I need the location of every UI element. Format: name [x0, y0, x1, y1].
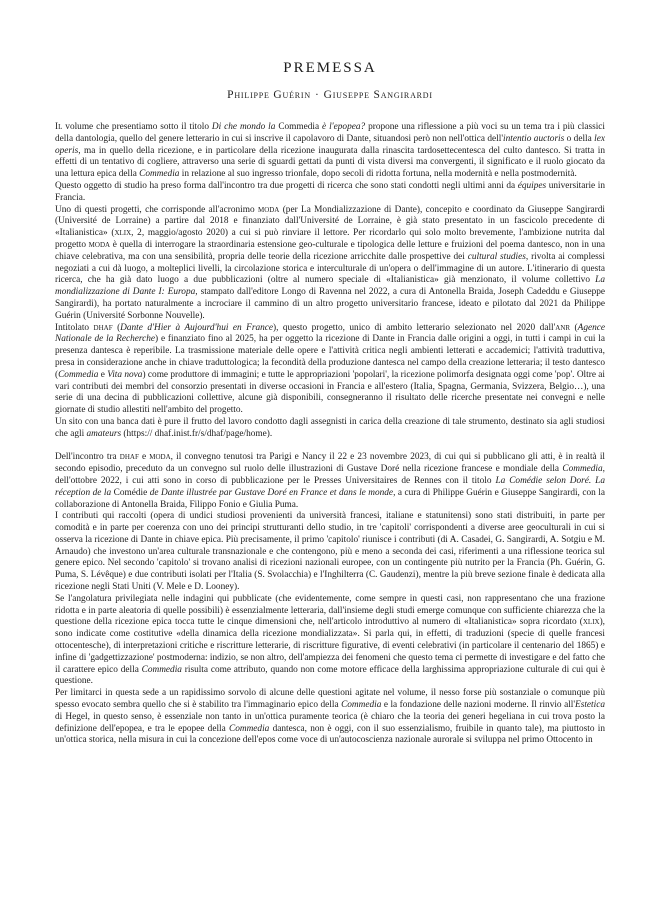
text-run: ( — [112, 322, 121, 333]
text-run: , 2, maggio/agosto 2020) a cui si può rinviare il lettore. Per ricordarlo qui solo molto brevemente, l'ambizione nutrita dal progetto — [55, 228, 605, 250]
text-run: moda — [88, 239, 111, 250]
paragraph — [55, 688, 605, 747]
section-gap — [55, 441, 605, 453]
authors-line — [55, 88, 605, 102]
text-run: de Dante illustrée par Gustave Doré en France et dans le monde — [147, 487, 394, 498]
paragraph — [55, 181, 605, 205]
text-run: lex operis — [55, 133, 605, 156]
text-run: Il — [55, 122, 63, 132]
text-run: moda — [149, 452, 171, 463]
text-run: amateurs — [86, 428, 122, 439]
text-run: (https:// dhaf.inist.fr/s/dhaf/page/home). — [121, 428, 273, 439]
text-run: Dante d'Hier à Aujourd'hui en France — [120, 322, 273, 333]
text-run: Commedia — [139, 169, 180, 180]
paragraph — [55, 594, 605, 688]
paragraph — [55, 417, 605, 441]
text-run: universitarie in Francia. — [55, 180, 605, 203]
text-run: La mondializzazione di Dante I: Europa — [55, 275, 605, 298]
text-run: I contributi qui raccolti (opera di undici studiosi provenienti da università francesi, italiane e statunitensi) sono stati distribuiti, in parte per comodità e in parte per coerenza con uno dei principi strutturanti dello studio, in tre 'capitoli' corrispondenti a diverse aree geoculturali in cui si osserva la ricezione di Dante in chiave epica. Più precisamente, il primo 'capitolo' riunisce i contributi (di A. Casadei, G. Sangirardi, A. Sotgiu e M. Arnaudo) che investono un'area culturale transnazionale e che contengono, più e meno a seconda dei casi, riferimenti a una riflessione teorica sul genere epico. Nel secondo 'capitolo' si trovano analisi di ricezioni nazionali europee, con un contingente più nutrito per la Francia (Ph. Guérin, G. Puma, S. Lévêque) e due contributi isolati per l'Italia (S. Svolacchia) e l'Inghilterra (C. Gaudenzi), mentre la più breve sezione finale è dedicata alla ricezione negli Stati Uniti (V. Mele e D. Looney). — [55, 511, 605, 593]
paragraph — [55, 452, 605, 511]
author-separator: · — [314, 89, 320, 101]
text-run: Un sito con una banca dati è pure il frutto del lavoro condotto dagli assegnisti in carica della creazione di tale strumento, destinato sia agli studiosi che agli — [55, 416, 605, 439]
text-run: ), questo progetto, unico di ambito letterario selezionato nel 2020 dall' — [273, 322, 556, 333]
text-run: volume che presentiamo sotto il titolo — [62, 122, 212, 132]
text-body — [55, 122, 605, 747]
paragraph — [55, 511, 605, 594]
text-run: Dell'incontro tra — [55, 452, 120, 463]
text-run: e la fondazione delle nazioni moderne. Il rinvio all' — [381, 700, 576, 711]
text-run: Intitolato — [55, 322, 94, 333]
text-run: risulta come attributo, quando non come motore efficace della larghissima appropriazione culturale di cui qui è questione. — [55, 664, 605, 687]
text-run: Comédie — [113, 487, 148, 498]
text-run: , il convegno tenutosi tra Parigi e Nancy il 22 e 23 novembre 2023, di cui qui si pubblicano gli atti, è in realtà il secondo episodio, preceduto da un convegno sul ruolo delle illustrazioni di Gustave Doré nella ricezione francese e mondiale della — [55, 452, 605, 475]
text-run: o della — [564, 133, 595, 144]
text-run: Questo oggetto di studio ha preso forma dall'incontro tra due progetti di ricerca che sono stati condotti negli ultimi anni da — [55, 180, 518, 191]
text-run: Estetica — [575, 700, 605, 711]
paragraph — [55, 323, 605, 417]
text-run: Commedia — [229, 723, 270, 734]
text-run: è quella di interrogare la straordinaria estensione geo-culturale e tipologica delle letture e fruizioni del poema dantesco, non in una chiave celebrativa, ma con una sensibilità, propria delle teorie della ricezione arricchite dalle prospettive dei — [55, 239, 605, 262]
text-run: Vita nova — [107, 369, 143, 380]
text-run: xlix — [114, 228, 132, 239]
text-run: Commedia — [341, 700, 382, 711]
text-run: dhaf — [93, 322, 113, 333]
text-run: xlix — [582, 617, 600, 628]
text-run: è l'epopea? — [319, 122, 366, 132]
text-run: Commedia — [141, 664, 182, 675]
text-run: anr — [555, 322, 571, 333]
text-run: (per La Mondializzazione di Dante), concepito e coordinato da Giuseppe Sangirardi (Université de Lorraine) a partire dal 2018 e finanziato dall'Université de Lorraine, è già stato presentato in un fascicolo precedente di «Italianistica» ( — [55, 204, 605, 239]
paragraph — [55, 205, 605, 323]
text-run: dantesca, non è oggi, con il suo essenzialismo, fruibile in quanto tale), ma piuttosto in un'ottica storica, nella misura in cui la concezione dell'epos come voce di un'autocoscienza nazionale aurorale si sviluppa nel primo Ottocento in — [55, 723, 606, 746]
text-run: , stampato dall'editore Longo di Ravenna nel 2022, a cura di Antonella Braida, Joseph Cadeddu e Giuseppe Sangirardi), ha portato naturalmente a incrociare il cammino di un altro progetto universitario francese, ideato e pilotato dal 2021 da Philippe Guérin (Université Sorbonne Nouvelle). — [55, 287, 605, 321]
text-run: , a cura di Philippe Guérin e Giuseppe Sangirardi, con la collaborazione di Antonella Braida, Filippo Fonio e Giulia Puma. — [55, 487, 606, 510]
text-run: e — [138, 452, 150, 463]
text-run: équipes — [517, 180, 547, 191]
text-run: ), sono indicate come costitutive «della dinamica della ricezione mondializzata». Si parla qui, in effetti, di traduzioni (specie di quelle francesi ottocentesche), di interpretazioni critiche e riscritture letterarie, di riscritture figurative, di eventi celebrativi (in particolare il centenario del 1865) e infine di 'gadgettizzazione' postmoderna: indizio, se non altro, dell'ampiezza dei fenomeni che questo tema ci permette di investigare e del fatto che il carattere epico della — [55, 617, 605, 675]
text-run: , ma in quello della ricezione, e in particolare della ricezione inaugurata dalla rinascita tardosettecentesca del culto dantesco. Si tratta in effetti di un tentativo di cogliere, attraverso una serie di sguardi gettati da punti di vista diversi ma convergenti, il significato e il ruolo giocato da una lettura epica della — [55, 145, 605, 180]
author-second: Giuseppe Sangirardi — [323, 89, 433, 101]
paragraph — [55, 122, 605, 181]
text-run: moda — [257, 204, 280, 215]
text-run: Di che mondo la — [211, 122, 279, 132]
text-run: propone una riflessione a più voci su un tema tra i più classici della dantologia, quello del genere letterario in cui si inscrive il capolavoro di Dante, situandosi però non nell'ottica dell' — [55, 122, 605, 144]
text-run: intentio auctoris — [503, 133, 565, 144]
text-run: , dell'ottobre 2022, i cui atti sono in corso di pubblicazione per le Presses Universitaires de Rennes con il titolo — [55, 464, 605, 486]
text-run: ( — [570, 322, 578, 333]
text-run: ) come produttore di immagini; e tutte le appropriazioni 'popolari', la ricezione polimorfa designata oggi come 'pop'. Oltre ai vari contributi dei membri del consorzio presentati in diverse occasioni in Francia e all'estero (Italia, Spagna, Germania, Svizzera, Belgio…), una serie di una decina di pubblicazioni collettive, alcune già disponibili, consegneranno il risultato delle ricerche presentate nei convegni e nelle giornate di studio allestiti nell'ambito del progetto. — [55, 369, 605, 416]
text-run: e — [98, 369, 108, 380]
text-run: ) e finanziato fino al 2025, ha per oggetto la ricezione di Dante in Francia dalle origini a oggi, in tutti i campi in cui la presenza dantesca è reperibile. La trasmissione materiale delle opere e l'attività critica negli ambienti letterati e accademici; l'attività traduttiva, presa in considerazione anche in chiave traduttologica; la fecondità della produzione dantesca nel campo della creazione letteraria; il testo dantesco ( — [55, 334, 606, 380]
text-run: Se l'angolatura privilegiata nelle indagini qui pubblicate (che evidentemente, come sempre in questi casi, non rappresentano che una frazione ridotta e in parte aleatoria di quelle possibili) è essenzialmente letteraria, dall'insieme degli studi emerge comunque con sufficiente chiarezza che la questione della ricezione epica tocca tutte le cinque dimensioni che, nell'articolo introduttivo al numero di «Italianistica» sopra ricordato ( — [55, 593, 605, 628]
text-run: Agence Nationale de la Recherche — [55, 322, 605, 345]
author-first: Philippe Guérin — [227, 89, 311, 101]
page-title: PREMESSA — [283, 60, 377, 76]
text-run: in relazione al suo ingresso trionfale, dopo secoli di ridotta fortuna, nella modernità e nella postmodernità. — [179, 169, 577, 180]
text-run: Commedia — [562, 464, 603, 475]
text-run: cultural studies — [467, 251, 526, 262]
text-run: Uno di questi progetti, che corrisponde all'acronimo — [55, 204, 258, 215]
text-run: , rivolta ai complessi negoziati a cui dà luogo, a molteplici livelli, la circolazione storica e interculturale di un'opera o dell'immagine di un autore. L'itinerario di questa ricerca, che ha già dato luogo a due pubblicazioni (oltre al numero speciale di «Italianistica» già menzionato, il volume collettivo — [55, 251, 605, 286]
text-run: Commedia — [58, 369, 99, 380]
text-run: La Comédie selon Doré. La réception de la — [55, 475, 605, 498]
text-run: dhaf — [119, 452, 139, 463]
text-run: di Hegel, in questo senso, è essenziale non tanto in un'ottica puramente teorica (è chiaro che la teoria dei generi hegeliana in cui trova posto la definizione dell'epopea, e tra le epopee della — [55, 711, 605, 734]
text-run: Commedia — [278, 122, 320, 132]
text-run: Per limitarci in questa sede a un rapidissimo sorvolo di alcune delle questioni agitate nel volume, il nesso forse più sostanziale o comunque più spesso evocato sembra quello che si è stabilito tra l'immaginario epico della — [55, 688, 605, 711]
